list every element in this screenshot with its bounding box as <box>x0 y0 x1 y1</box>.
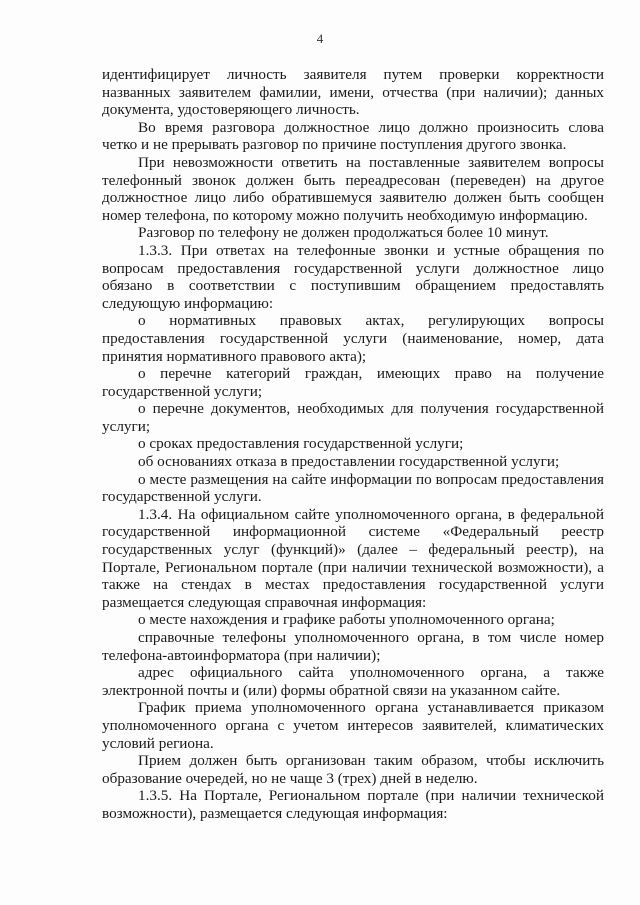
paragraph: 1.3.3. При ответах на телефонные звонки и устные обращения по вопросам предоставления государственной услуги должностное лицо обязано в соответствии с поступившим обращением предоставлять следующую информацию: <box>102 241 604 312</box>
paragraph: о месте нахождения и графике работы уполномоченного органа; <box>138 611 555 629</box>
paragraph: 1.3.4. На официальном сайте уполномоченного органа, в федеральной государственной информационной системе «Федеральный реестр государственных услуг (функций)» (далее – федеральный реестр), на Портале, Региональном портале (при наличии технической возможности), а также на стендах в местах предоставления государственной услуги размещается следующая справочная информация: <box>102 505 604 611</box>
paragraph: об основаниях отказа в предоставлении государственной услуги; <box>138 453 560 471</box>
paragraph: идентифицирует личность заявителя путем проверки корректности названных заявителем фамилии, имени, отчества (при наличии); данных документа, удостоверяющего личность. <box>102 66 604 119</box>
paragraph: о месте размещения на сайте информации по вопросам предоставления государственной услуги. <box>102 470 604 506</box>
paragraph: справочные телефоны уполномоченного органа, в том числе номер телефона-автоинформатора (при наличии); <box>102 629 604 664</box>
paragraph: о сроках предоставления государственной услуги; <box>138 435 464 453</box>
paragraph: о нормативных правовых актах, регулирующих вопросы предоставления государственной услуги (наименование, номер, дата принятия нормативного правового акта); <box>102 312 604 365</box>
document-body <box>102 66 604 823</box>
paragraph: Прием должен быть организован таким образом, чтобы исключить образование очередей, но не чаще 3 (трех) дней в неделю. <box>102 752 604 787</box>
paragraph: График приема уполномоченного органа устанавливается приказом уполномоченного органа с учетом интересов заявителей, климатических условий региона. <box>102 699 604 752</box>
paragraph: адрес официального сайта уполномоченного органа, а также электронной почты и (или) формы обратной связи на указанном сайте. <box>102 664 604 699</box>
paragraph: 1.3.5. На Портале, Региональном портале (при наличии технической возможности), размещается следующая информация: <box>102 787 604 822</box>
paragraph: При невозможности ответить на поставленные заявителем вопросы телефонный звонок должен быть переадресован (переведен) на другое должностное лицо либо обратившемуся заявителю должен быть сообщен номер телефона, по которому можно получить необходимую информацию. <box>102 153 604 224</box>
paragraph: о перечне документов, необходимых для получения государственной услуги; <box>102 400 604 435</box>
paragraph: Во время разговора должностное лицо должно произносить слова четко и не прерывать разговор по причине поступления другого звонка. <box>102 118 604 154</box>
paragraph: Разговор по телефону не должен продолжаться более 10 минут. <box>138 224 549 242</box>
paragraph: о перечне категорий граждан, имеющих право на получение государственной услуги; <box>102 365 604 400</box>
page-number: 4 <box>316 31 324 46</box>
